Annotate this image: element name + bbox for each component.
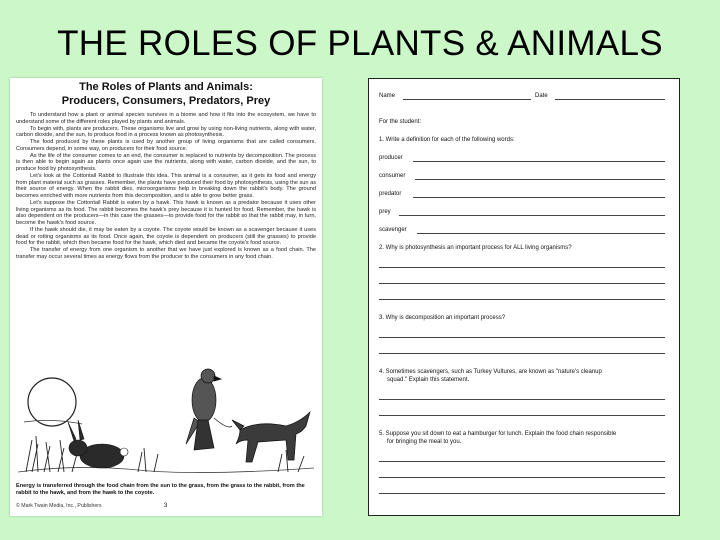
article-paragraph: To begin with, plants are producers. These organisms live and grow by using non-living nutrients, along with water, carbon dioxide, and the sun, to produce food in a process known as photosynthesis. [16, 125, 316, 139]
article-paragraph: The transfer of energy from one organism to another that we have just explored is known as a food chain. The transfer may occur several times as energy flows from the producer to the consumers in any food chain. [16, 247, 316, 260]
answer-line[interactable] [399, 215, 665, 216]
term-scavenger: scavenger [379, 227, 407, 233]
article-paragraph: The food produced by these plants is used by another group of living organisms that are called consumers. Consumers depend, in some way, on producers for their food source. [16, 139, 316, 152]
term-predator: predator [379, 191, 402, 197]
answer-line[interactable] [417, 233, 665, 234]
answer-line[interactable] [379, 415, 665, 416]
answer-line[interactable] [379, 337, 665, 338]
hawk-icon [186, 369, 232, 450]
article-paragraph: If the hawk should die, it may be eaten by a coyote. The coyote would be known as a scavenger because it uses dead or rotting organisms as its food. Once again, the coyote is dependent on producers (still the grasses) to provide food for the rabbit, which then became food for the hawk, which died and became the coyote's food source. [16, 226, 316, 247]
worksheet-page [368, 78, 680, 516]
article-paragraph: As the life of the consumer comes to an end, the consumer is replaced to nutrients by decomposition. The process is then able to begin again as plants once again use the nutrients, along with water, carbon dioxide, and the sun, to produce food by photosynthesis. [16, 152, 316, 172]
answer-line[interactable] [379, 283, 665, 284]
answer-line[interactable] [413, 161, 665, 162]
article-page [10, 78, 322, 516]
question-4-line-1: 4. Sometimes scavengers, such as Turkey Vultures, are known as "nature's cleanup [379, 369, 602, 375]
question-5-line-2: for bringing the meal to you. [387, 439, 462, 445]
answer-line[interactable] [413, 197, 665, 198]
term-producer: producer [379, 155, 403, 161]
answer-line[interactable] [379, 477, 665, 478]
answer-line[interactable] [379, 399, 665, 400]
article-title-line-1: The Roles of Plants and Animals: [79, 81, 253, 93]
coyote-icon [232, 412, 310, 462]
for-student-label: For the student: [379, 119, 422, 125]
term-consumer: consumer [379, 173, 406, 179]
answer-line[interactable] [379, 493, 665, 494]
question-1: 1. Write a definition for each of the following words: [379, 137, 515, 143]
illustration-caption: Energy is transferred through the food chain from the sun to the grass, from the grass to the rabbit, from the rabbit to the hawk, and from the hawk to the coyote. [16, 483, 305, 496]
question-5-line-1: 5. Suppose you sit down to eat a hamburger for lunch. Explain the food chain responsible [379, 431, 617, 437]
sun-icon [24, 378, 82, 426]
answer-line[interactable] [379, 299, 665, 300]
page-number: 3 [164, 503, 168, 509]
date-field[interactable] [555, 99, 665, 100]
name-field[interactable] [403, 99, 531, 100]
copyright-notice: © Mark Twain Media, Inc., Publishers [16, 503, 102, 509]
food-chain-illustration [18, 360, 314, 480]
article-body [16, 112, 316, 360]
article-paragraph: Let's suppose the Cottontail Rabbit is eaten by a hawk. This hawk is known as a predator because it uses other living organisms as its food. The rabbit becomes the hawk's prey because it is hunted for food. Remember, the hawk is also dependent on the producers—in this case the grasses—to provide food for the rabbit so that the rabbit may, in turn, become the hawk's food source. [16, 199, 316, 226]
article-title [10, 80, 322, 108]
article-title-line-2: Producers, Consumers, Predators, Prey [61, 95, 271, 107]
answer-line[interactable] [379, 461, 665, 462]
question-2: 2. Why is photosynthesis an important process for ALL living organisms? [379, 245, 572, 251]
question-3: 3. Why is decomposition an important process? [379, 315, 506, 321]
answer-line[interactable] [415, 179, 665, 180]
name-label: Name [379, 93, 396, 99]
answer-line[interactable] [379, 353, 665, 354]
term-prey: prey [379, 209, 391, 215]
slide-title: THE ROLES OF PLANTS & ANIMALS [57, 24, 663, 63]
article-paragraph: To understand how a plant or animal species survives in a biome and how it fits into the ecosystem, we have to understand some of the different roles played by plants and animals. [16, 112, 316, 125]
article-paragraph: Let's look at the Cottontail Rabbit to illustrate this idea. This animal is a consumer, as it gets its food and energy from plant material such as grasses. Remember, the plants have produced their food by photosynthesis, using the sun as their source of energy. When the rabbit dies, microorganisms help in breaking down the rabbit's body. The ground becomes enriched with more nutrients from this decomposition, and is able to grow better grass. [16, 172, 316, 199]
date-label: Date [535, 93, 548, 99]
question-4-line-2: squad." Explain this statement. [387, 377, 470, 383]
rabbit-icon [68, 420, 128, 468]
answer-line[interactable] [379, 267, 665, 268]
